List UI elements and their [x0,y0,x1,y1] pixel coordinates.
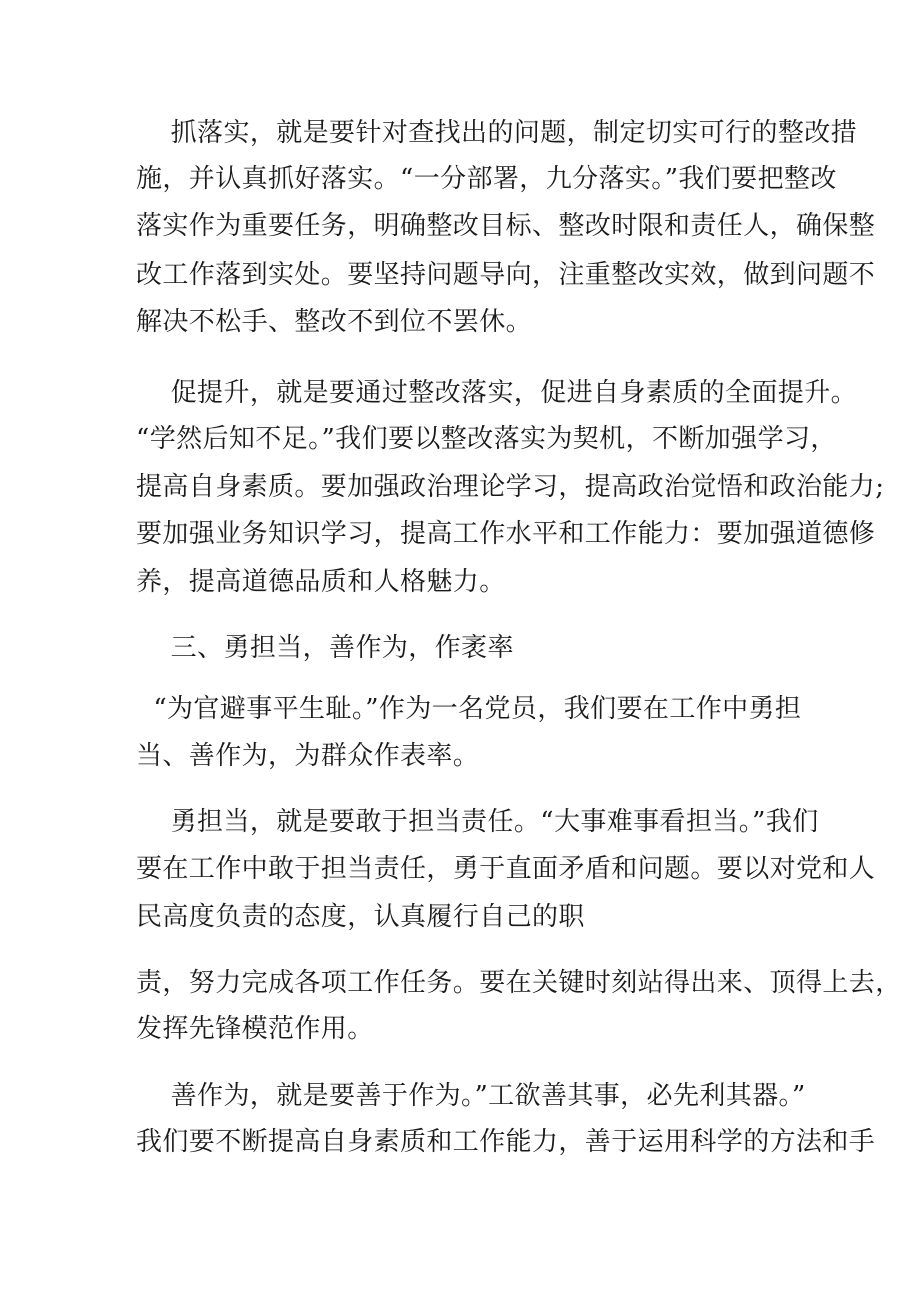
paragraph-5-line-2: 要在工作中敢于担当责任，勇于直面矛盾和问题。要以对党和人 [136,854,876,884]
paragraph-1-line-5: 解决不松手、整改不到位不罢休。 [136,307,533,337]
paragraph-2-line-4: 要加强业务知识学习，提高工作水平和工作能力：要加强道德修 [136,519,876,549]
paragraph-7-line-2: 我们要不断提高自身素质和工作能力，善于运用科学的方法和手 [136,1127,876,1157]
paragraph-4-line-2: 当、善作为，为群众作表率。 [136,741,480,771]
section-heading: 三、勇担当，善作为，作袤率 [136,633,514,663]
paragraph-1-line-4: 改工作落到实处。要坚持问题导向，注重整改实效，做到问题不 [136,260,876,290]
paragraph-1-line-1: 抓落实，就是要针对查找出的问题，制定切实可行的整改措 [136,118,858,148]
paragraph-6-line-1: 责，努力完成各项工作任务。要在关键时刻站得出来、顶得上去， [136,968,902,998]
paragraph-1-line-2: 施，并认真抓好落实。“一分部署，九分落实。”我们要把整改 [136,164,837,194]
paragraph-2-line-1: 促提升，就是要通过整改落实，促进自身素质的全面提升。 [136,378,858,408]
paragraph-2-line-5: 养，提高道德品质和人格魅力。 [136,567,506,597]
paragraph-2-line-3: 提高自身素质。要加强政治理论学习，提高政治觉悟和政治能力; [136,472,885,502]
paragraph-4-line-1: “为官避事平生耻。”作为一名党员，我们要在工作中勇担 [136,694,802,724]
paragraph-5-line-3: 民高度负责的态度，认真履行自己的职 [136,902,585,932]
paragraph-1-line-3: 落实作为重要任务，明确整改目标、整改时限和责任人，确保整 [136,211,876,241]
paragraph-7-line-1: 善作为，就是要善于作为。”工欲善其事，必先利其器。” [136,1081,806,1111]
paragraph-5-line-1: 勇担当，就是要敢于担当责任。“大事难事看担当。”我们 [136,807,819,837]
paragraph-2-line-2: “学然后知不足。”我们要以整改落实为契机，不断加强学习， [136,424,837,454]
paragraph-6-line-2: 发挥先锋模范作用。 [136,1014,374,1044]
